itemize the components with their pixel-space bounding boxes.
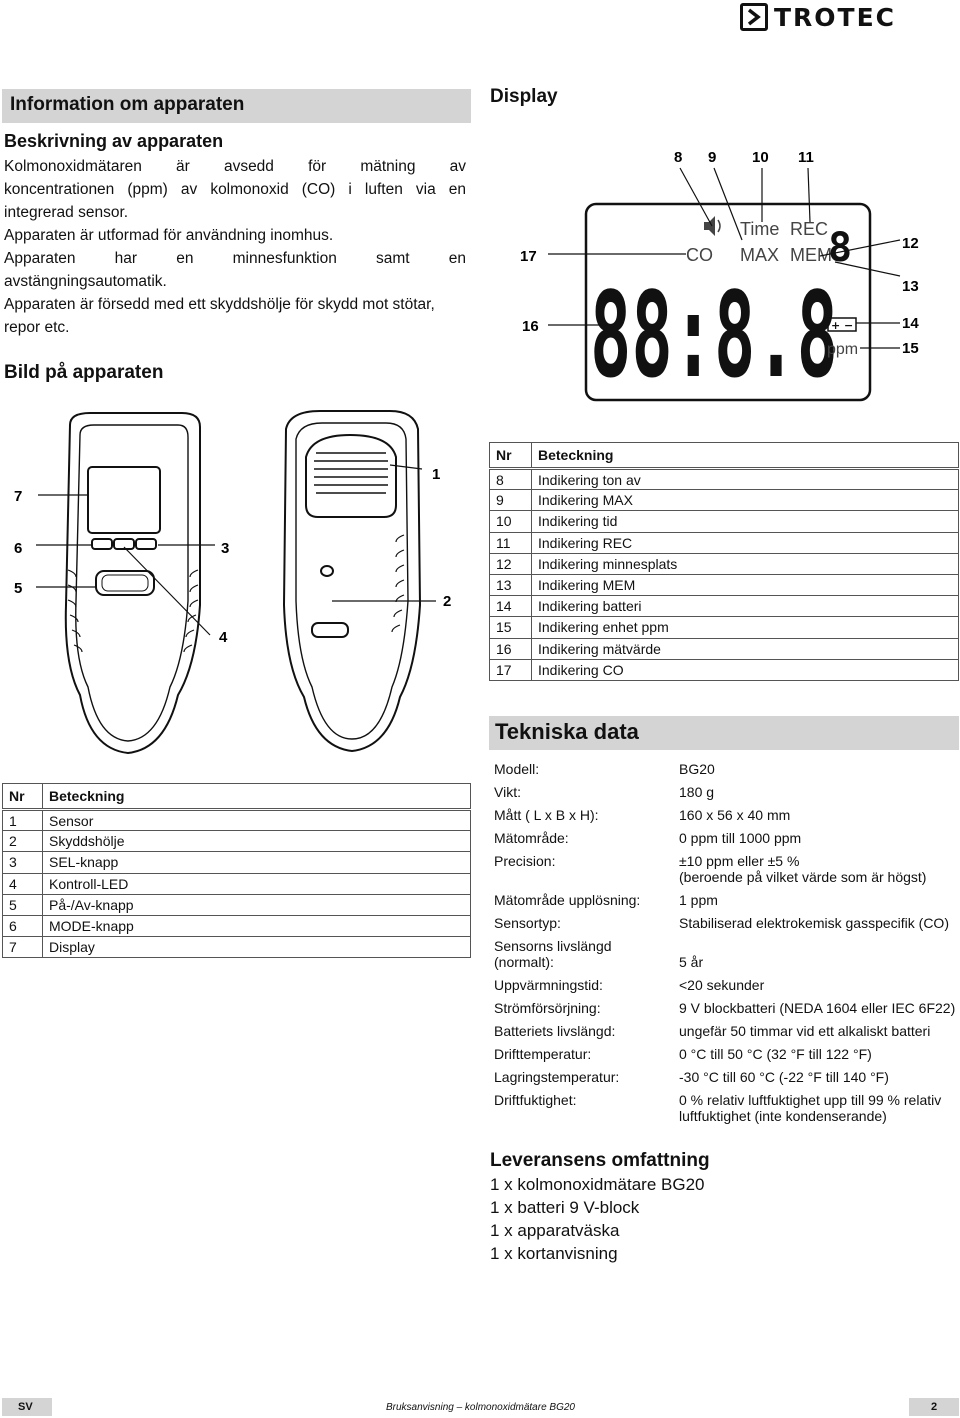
tech-value-humidity-note: luftfuktighet (inte kondenserande) xyxy=(679,1108,887,1124)
device-diagram xyxy=(0,405,470,765)
callout-3: 3 xyxy=(221,540,230,557)
tech-label-sensor-life: Sensorns livslängd xyxy=(494,938,612,954)
description-line-4: Apparaten är utformad för användning inomhus. xyxy=(4,227,334,244)
table-header-nr: Nr xyxy=(490,443,532,469)
lcd-memory-digit: 8 xyxy=(828,225,853,271)
tech-value-operating-temp: 0 °C till 50 °C (32 °F till 122 °F) xyxy=(679,1046,872,1062)
tech-label-humidity: Driftfuktighet: xyxy=(494,1092,577,1108)
description-line-5: Apparaten har en minnesfunktion samt en xyxy=(4,250,466,267)
scope-heading: Leveransens omfattning xyxy=(490,1150,710,1171)
tech-label-resolution: Mätområde upplösning: xyxy=(494,892,641,908)
tech-label-sensor-type: Sensortyp: xyxy=(494,915,561,931)
tech-label-weight: Vikt: xyxy=(494,784,521,800)
table-row: 17 Indikering CO xyxy=(490,659,959,680)
tech-label-range: Mätområde: xyxy=(494,830,569,846)
tech-label-precision: Precision: xyxy=(494,853,556,869)
tech-label-warmup: Uppvärmningstid: xyxy=(494,977,603,993)
brand-logo xyxy=(740,2,896,32)
description-line-7: Apparaten är försedd med ett skyddshölje för skydd mot stötar, xyxy=(4,296,435,313)
table-row: 2 Skyddshölje xyxy=(3,831,471,852)
callout-10: 10 xyxy=(752,149,769,166)
section-heading-tech: Tekniska data xyxy=(489,716,959,750)
table-header-beteckning: Beteckning xyxy=(43,784,471,810)
callout-16: 16 xyxy=(522,318,539,335)
table-row: 1 Sensor xyxy=(3,810,471,831)
callout-7: 7 xyxy=(14,488,23,505)
device-legend-table xyxy=(2,783,471,958)
tech-value-resolution: 1 ppm xyxy=(679,892,718,908)
callout-13: 13 xyxy=(902,278,919,295)
lcd-display-diagram xyxy=(490,140,930,410)
lcd-rec-label: REC xyxy=(790,219,829,239)
tech-value-warmup: <20 sekunder xyxy=(679,977,765,993)
tech-value-battery-life: ungefär 50 timmar vid ett alkaliskt batteri xyxy=(679,1023,931,1039)
table-row: 14 Indikering batteri xyxy=(490,596,959,617)
svg-text:+ −: + − xyxy=(831,319,854,332)
callout-6: 6 xyxy=(14,540,23,557)
callout-15: 15 xyxy=(902,340,919,357)
tech-label-dimensions: Mått ( L x B x H): xyxy=(494,807,599,823)
callout-8: 8 xyxy=(674,149,683,166)
tech-value-power: 9 V blockbatteri (NEDA 1604 eller IEC 6F22) xyxy=(679,1000,956,1016)
callout-11: 11 xyxy=(798,149,814,166)
tech-value-humidity: 0 % relativ luftfuktighet upp till 99 % relativ xyxy=(679,1092,942,1108)
lcd-time-label: Time xyxy=(740,219,780,239)
table-row: 5 På-/Av-knapp xyxy=(3,894,471,915)
tech-value-sensor-life: 5 år xyxy=(679,954,704,970)
tech-value-weight: 180 g xyxy=(679,784,715,800)
table-row: 4 Kontroll-LED xyxy=(3,873,471,894)
tech-value-range: 0 ppm till 1000 ppm xyxy=(679,830,802,846)
table-row: 9 Indikering MAX xyxy=(490,490,959,511)
tech-value-precision: ±10 ppm eller ±5 % xyxy=(679,853,800,869)
callout-12: 12 xyxy=(902,235,919,252)
device-front-grip-lines xyxy=(68,570,198,652)
brand-name: TROTEC xyxy=(774,2,897,32)
footer-document-title: Bruksanvisning – kolmonoxidmätare BG20 xyxy=(386,1402,575,1413)
display-legend-table xyxy=(489,442,959,681)
callout-1: 1 xyxy=(432,466,441,483)
tech-label-battery-life: Batteriets livslängd: xyxy=(494,1023,616,1039)
scope-item: 1 x apparatväska xyxy=(490,1221,620,1240)
table-row: 10 Indikering tid xyxy=(490,511,959,532)
tech-value-model: BG20 xyxy=(679,761,715,777)
table-row: 15 Indikering enhet ppm xyxy=(490,617,959,638)
description-line-1: Kolmonoxidmätaren är avsedd för mätning av xyxy=(4,158,466,175)
description-line-3: integrerad sensor. xyxy=(4,204,129,221)
scope-item: 1 x kortanvisning xyxy=(490,1244,618,1263)
lcd-mem-label: MEM xyxy=(790,245,832,265)
tech-label-operating-temp: Drifttemperatur: xyxy=(494,1046,592,1062)
description-title: Beskrivning av apparaten xyxy=(4,131,224,151)
table-row: 8 Indikering ton av xyxy=(490,469,959,490)
sensor-grille-lines xyxy=(314,453,388,493)
callout-14: 14 xyxy=(902,315,919,332)
lcd-co-label: CO xyxy=(686,245,713,265)
table-row: 7 Display xyxy=(3,937,471,958)
picture-title: Bild på apparaten xyxy=(4,362,164,383)
brand-chevron-icon xyxy=(740,3,768,31)
table-header-beteckning: Beteckning xyxy=(532,443,959,469)
table-row: 3 SEL-knapp xyxy=(3,852,471,873)
tech-value-dimensions: 160 x 56 x 40 mm xyxy=(679,807,791,823)
callout-9: 9 xyxy=(708,149,717,166)
description-line-6: avstängningsautomatik. xyxy=(4,273,167,290)
section-heading-info: Information om apparaten xyxy=(2,89,471,123)
tech-value-precision-note: (beroende på vilket värde som är högst) xyxy=(679,869,927,885)
tech-label-storage-temp: Lagringstemperatur: xyxy=(494,1069,620,1085)
tech-label-sensor-life-note: (normalt): xyxy=(494,954,554,970)
footer-page-number: 2 xyxy=(909,1398,959,1416)
callout-4: 4 xyxy=(219,629,228,646)
table-row: 6 MODE-knapp xyxy=(3,915,471,936)
footer-language: SV xyxy=(2,1398,52,1416)
tech-value-storage-temp: -30 °C till 60 °C (-22 °F till 140 °F) xyxy=(679,1069,889,1085)
tech-label-model: Modell: xyxy=(494,761,540,777)
lcd-main-digits: 88:8.8 xyxy=(590,266,838,404)
description-line-2: koncentrationen (ppm) av kolmonoxid (CO) i luften via en xyxy=(4,181,466,198)
table-row: 12 Indikering minnesplats xyxy=(490,553,959,574)
table-row: 16 Indikering mätvärde xyxy=(490,638,959,659)
device-rear-view xyxy=(284,411,420,751)
table-row: 11 Indikering REC xyxy=(490,532,959,553)
table-header-nr: Nr xyxy=(3,784,43,810)
callout-5: 5 xyxy=(14,580,23,597)
tech-label-power: Strömförsörjning: xyxy=(494,1000,601,1016)
scope-item: 1 x batteri 9 V-block xyxy=(490,1198,640,1217)
lcd-max-label: MAX xyxy=(740,245,780,265)
description-line-8: repor etc. xyxy=(4,319,70,336)
table-row: 13 Indikering MEM xyxy=(490,574,959,595)
device-front-view xyxy=(66,413,200,753)
page-footer xyxy=(2,1398,959,1416)
device-rear-grip-lines xyxy=(392,535,404,632)
display-title: Display xyxy=(490,86,558,107)
callout-2: 2 xyxy=(443,593,452,610)
scope-item: 1 x kolmonoxidmätare BG20 xyxy=(490,1175,705,1194)
tech-value-sensor-type: Stabiliserad elektrokemisk gasspecifik (CO) xyxy=(679,915,949,931)
lcd-ppm-label: ppm xyxy=(827,341,859,358)
callout-17: 17 xyxy=(520,248,537,265)
lcd-battery-icon xyxy=(828,318,856,332)
